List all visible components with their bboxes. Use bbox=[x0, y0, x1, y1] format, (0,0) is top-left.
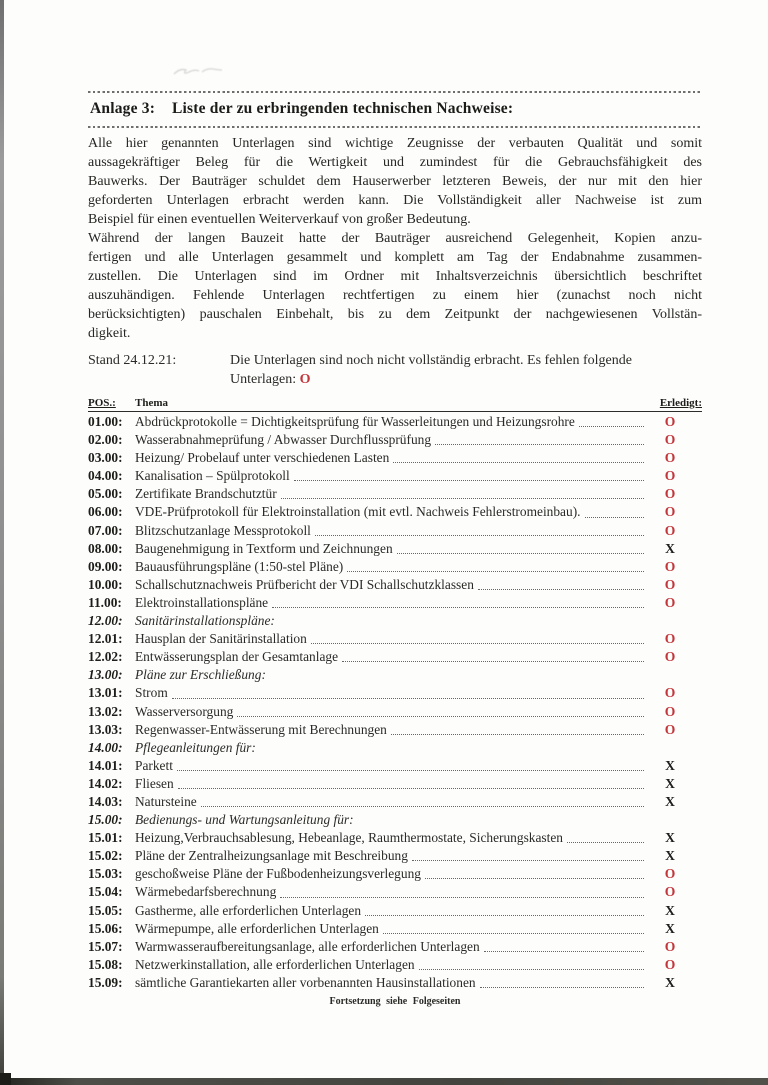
column-header-thema: Thema bbox=[135, 397, 168, 409]
heading-title: Liste der zu erbringenden technischen Nachweise: bbox=[172, 100, 514, 117]
row-status-mark: O bbox=[664, 866, 676, 882]
row-pos-number: 14.02: bbox=[88, 775, 123, 791]
paragraph-line: auszuhändigen. Fehlende Unterlagen rechtfertigen zu einem hier (zunachst noch nicht bbox=[88, 288, 702, 303]
row-status-mark: O bbox=[664, 938, 676, 954]
row-title: Pläne der Zentralheizungsanlage mit Beschreibung bbox=[135, 848, 408, 864]
table-row bbox=[88, 648, 702, 666]
table-row bbox=[88, 703, 702, 721]
row-title: Gastherme, alle erforderlichen Unterlagen bbox=[135, 902, 362, 918]
table-row bbox=[88, 558, 702, 576]
table-row bbox=[88, 540, 702, 558]
row-title: Zertifikate Brandschutztür bbox=[135, 486, 277, 502]
dotted-leader bbox=[237, 716, 644, 717]
row-status-mark: O bbox=[664, 432, 676, 448]
table-row bbox=[88, 829, 702, 847]
row-title: geschoßweise Pläne der Fußbodenheizungsverlegung bbox=[135, 866, 421, 882]
paragraph-line: aussagekräftiger Beleg für die Wertigkeit und zumindest für die Gebrauchsfähigkeit des bbox=[88, 155, 702, 170]
row-pos-number: 12.00: bbox=[88, 613, 123, 629]
table-row bbox=[88, 847, 702, 865]
row-title: Warmwasseraufbereitungsanlage, alle erforderlichen Unterlagen bbox=[135, 938, 480, 954]
row-pos-number: 15.00: bbox=[88, 812, 123, 828]
row-status-mark: X bbox=[665, 793, 675, 809]
row-title: Pflegeanleitungen für: bbox=[135, 739, 256, 755]
dotted-separator-bottom bbox=[88, 126, 702, 128]
paragraph-line: Während der langen Bauzeit hatte der Bauträger ausreichend Gelegenheit, Kopien anzu- bbox=[88, 231, 702, 246]
dotted-leader bbox=[480, 987, 644, 988]
row-title: Heizung,Verbrauchsablesung, Hebeanlage, Raumthermostate, Sicherungskasten bbox=[135, 830, 563, 846]
scan-corner-mark bbox=[0, 1073, 11, 1085]
row-title: Elektroinstallationspläne bbox=[135, 594, 269, 610]
row-status-mark: O bbox=[664, 631, 676, 647]
column-header-pos: POS.: bbox=[88, 397, 116, 409]
dotted-leader bbox=[412, 860, 644, 861]
table-row bbox=[88, 630, 702, 648]
row-status-mark: O bbox=[664, 486, 676, 502]
row-pos-number: 15.04: bbox=[88, 884, 123, 900]
dotted-leader bbox=[585, 517, 644, 518]
stand-line-2 bbox=[230, 370, 632, 389]
row-status-mark: X bbox=[665, 902, 675, 918]
dotted-leader bbox=[484, 951, 644, 952]
scan-edge-left bbox=[0, 0, 4, 1085]
row-pos-number: 09.00: bbox=[88, 558, 123, 574]
row-status-mark: O bbox=[664, 703, 676, 719]
table-row bbox=[88, 522, 702, 540]
column-header-erledigt: Erledigt: bbox=[659, 397, 702, 409]
table-row bbox=[88, 485, 702, 503]
row-status-mark: X bbox=[665, 848, 675, 864]
table-row bbox=[88, 721, 702, 739]
row-title: Entwässerungsplan der Gesamtanlage bbox=[135, 649, 339, 665]
table-row bbox=[88, 775, 702, 793]
stand-text bbox=[230, 351, 632, 389]
row-pos-number: 12.02: bbox=[88, 649, 123, 665]
dotted-separator-top bbox=[88, 91, 702, 93]
row-title: Parkett bbox=[135, 757, 173, 773]
row-title: Hausplan der Sanitärinstallation bbox=[135, 631, 307, 647]
dotted-leader bbox=[294, 480, 644, 481]
table-row bbox=[88, 974, 702, 992]
paragraph-line: berücksichtigten) pauschalen Einbehalt, bis zu dem Zeitpunkt der nachgewiesenen Vollstän- bbox=[88, 307, 702, 322]
table-row bbox=[88, 666, 702, 684]
row-status-mark: X bbox=[665, 974, 675, 990]
row-status-mark: O bbox=[664, 504, 676, 520]
dotted-leader bbox=[177, 770, 644, 771]
row-title: Wärmebedarfsberechnung bbox=[135, 884, 277, 900]
row-pos-number: 15.08: bbox=[88, 956, 123, 972]
row-pos-number: 13.01: bbox=[88, 685, 123, 701]
footer-note: Fortsetzung siehe Folgeseiten bbox=[329, 996, 461, 1007]
dotted-leader bbox=[383, 933, 644, 934]
row-pos-number: 13.03: bbox=[88, 721, 123, 737]
table-row bbox=[88, 467, 702, 485]
row-status-mark: O bbox=[664, 414, 676, 429]
scan-edge-bottom bbox=[0, 1078, 768, 1085]
table-row bbox=[88, 811, 702, 829]
table-row bbox=[88, 865, 702, 883]
paragraph-line: Bauwerks. Der Bauträger schuldet dem Hauserwerber letzteren Beweis, der nur mit den hier bbox=[88, 174, 702, 189]
row-title: Schallschutznachweis Prüfbericht der VDI Schallschutzklassen bbox=[135, 576, 474, 592]
stand-line-2-text: Unterlagen: bbox=[230, 372, 297, 387]
row-pos-number: 14.00: bbox=[88, 739, 123, 755]
table-row bbox=[88, 956, 702, 974]
row-status-mark: O bbox=[664, 649, 676, 665]
row-pos-number: 15.01: bbox=[88, 830, 123, 846]
row-pos-number: 10.00: bbox=[88, 576, 123, 592]
row-status-mark: O bbox=[664, 558, 676, 574]
row-title: sämtliche Garantiekarten aller vorbenannten Hausinstallationen bbox=[135, 974, 476, 990]
row-title: Baugenehmigung in Textform und Zeichnungen bbox=[135, 540, 393, 556]
row-pos-number: 11.00: bbox=[88, 594, 122, 610]
dotted-leader bbox=[201, 806, 644, 807]
table-row bbox=[88, 757, 702, 775]
row-status-mark: X bbox=[665, 757, 675, 773]
row-status-mark: O bbox=[664, 468, 676, 484]
row-status-mark: O bbox=[664, 956, 676, 972]
row-title: Regenwasser-Entwässerung mit Berechnungen bbox=[135, 721, 387, 737]
row-pos-number: 15.05: bbox=[88, 902, 123, 918]
row-title: Blitzschutzanlage Messprotokoll bbox=[135, 522, 311, 538]
row-pos-number: 15.02: bbox=[88, 848, 123, 864]
paragraph-line: Beispiel für einen eventuellen Weiterverkauf von großer Bedeutung. bbox=[88, 212, 471, 227]
row-status-mark: O bbox=[664, 450, 676, 466]
row-status-mark: O bbox=[664, 884, 676, 900]
row-title: Heizung/ Probelauf unter verschiedenen Lasten bbox=[135, 450, 390, 466]
dotted-leader bbox=[435, 444, 644, 445]
row-pos-number: 12.01: bbox=[88, 631, 123, 647]
dotted-leader bbox=[365, 915, 644, 916]
row-pos-number: 05.00: bbox=[88, 486, 123, 502]
stand-date-label: Stand 24.12.21: bbox=[88, 353, 177, 368]
row-pos-number: 13.00: bbox=[88, 667, 123, 683]
row-title: Fliesen bbox=[135, 775, 174, 791]
table-row bbox=[88, 793, 702, 811]
dotted-leader bbox=[478, 589, 644, 590]
dotted-leader bbox=[280, 897, 644, 898]
dotted-leader bbox=[391, 734, 644, 735]
dotted-leader bbox=[425, 878, 644, 879]
row-status-mark: X bbox=[665, 775, 675, 791]
row-pos-number: 15.06: bbox=[88, 920, 123, 936]
stand-block bbox=[88, 351, 702, 389]
row-pos-number: 13.02: bbox=[88, 703, 123, 719]
table-row bbox=[88, 883, 702, 901]
status-mark-missing: O bbox=[299, 372, 311, 387]
table-row bbox=[88, 684, 702, 702]
dotted-leader bbox=[397, 553, 644, 554]
row-status-mark: X bbox=[665, 540, 675, 556]
table-row bbox=[88, 920, 702, 938]
row-title: Abdrückprotokolle = Dichtigkeitsprüfung für Wasserleitungen und Heizungsrohre bbox=[135, 414, 575, 429]
smudge-strokes bbox=[172, 62, 224, 78]
dotted-leader bbox=[347, 571, 644, 572]
stand-line-1: Die Unterlagen sind noch nicht vollständig erbracht. Es fehlen folgende bbox=[230, 353, 632, 368]
row-status-mark: O bbox=[664, 685, 676, 701]
row-pos-number: 14.01: bbox=[88, 757, 123, 773]
dotted-leader bbox=[315, 535, 644, 536]
dotted-leader bbox=[419, 969, 644, 970]
row-pos-number: 02.00: bbox=[88, 432, 123, 448]
row-pos-number: 15.09: bbox=[88, 974, 123, 990]
row-title: Bedienungs- und Wartungsanleitung für: bbox=[135, 812, 354, 828]
table-row bbox=[88, 449, 702, 467]
table-row bbox=[88, 902, 702, 920]
table-row bbox=[88, 503, 702, 521]
row-pos-number: 14.03: bbox=[88, 793, 123, 809]
table-row bbox=[88, 576, 702, 594]
dotted-leader bbox=[342, 661, 644, 662]
paragraph-line: zustellen. Die Unterlagen sind im Ordner mit Inhaltsverzeichnis übersichtlich beschriftet bbox=[88, 269, 702, 284]
row-pos-number: 06.00: bbox=[88, 504, 123, 520]
paragraph-line: Alle hier genannten Unterlagen sind wichtige Zeugnisse der verbauten Qualität und somit bbox=[88, 136, 702, 151]
row-title: Wasserversorgung bbox=[135, 703, 234, 719]
row-pos-number: 03.00: bbox=[88, 450, 123, 466]
row-status-mark: O bbox=[664, 721, 676, 737]
row-title: Wasserabnahmeprüfung / Abwasser Durchflussprüfung bbox=[135, 432, 432, 448]
dotted-leader bbox=[178, 788, 644, 789]
heading-label: Anlage 3: bbox=[90, 100, 156, 117]
row-title: Pläne zur Erschließung: bbox=[135, 667, 266, 683]
dotted-leader bbox=[281, 498, 644, 499]
table-row bbox=[88, 612, 702, 630]
document-heading bbox=[88, 93, 702, 126]
row-status-mark: X bbox=[665, 920, 675, 936]
table-row bbox=[88, 938, 702, 956]
row-pos-number: 15.07: bbox=[88, 938, 123, 954]
dotted-leader bbox=[579, 426, 644, 427]
row-pos-number: 01.00: bbox=[88, 414, 123, 429]
row-status-mark: O bbox=[664, 594, 676, 610]
pencil-smudge bbox=[172, 62, 224, 83]
row-title: Wärmepumpe, alle erforderlichen Unterlagen bbox=[135, 920, 379, 936]
dotted-leader bbox=[172, 698, 644, 699]
row-title: Kanalisation – Spülprotokoll bbox=[135, 468, 290, 484]
paragraph-line: fertigen und alle Unterlagen gesammelt und komplett am Tag der Endabnahme zusammen- bbox=[88, 250, 702, 265]
row-title: Sanitärinstallationspläne: bbox=[135, 613, 275, 629]
row-title: Natursteine bbox=[135, 793, 197, 809]
table-row bbox=[88, 431, 702, 449]
row-status-mark: O bbox=[664, 522, 676, 538]
row-status-mark: O bbox=[664, 576, 676, 592]
row-pos-number: 15.03: bbox=[88, 866, 123, 882]
table-row bbox=[88, 594, 702, 612]
row-pos-number: 08.00: bbox=[88, 540, 123, 556]
dotted-leader bbox=[393, 462, 644, 463]
body-paragraphs bbox=[88, 134, 702, 343]
row-title: VDE-Prüfprotokoll für Elektroinstallation (mit evtl. Nachweis Fehlerstromeinbau). bbox=[135, 504, 581, 520]
row-title: Netzwerkinstallation, alle erforderlichen Unterlagen bbox=[135, 956, 415, 972]
paragraph-line: digkeit. bbox=[88, 326, 131, 341]
paragraph-line: geforderten Unterlagen erbracht werden kann. Die Vollständigkeit aller Nachweise ist zum bbox=[88, 193, 702, 208]
row-pos-number: 04.00: bbox=[88, 468, 123, 484]
row-title: Strom bbox=[135, 685, 168, 701]
dotted-leader bbox=[272, 607, 644, 608]
table-header bbox=[88, 397, 702, 412]
document-content bbox=[88, 91, 702, 1007]
table-row bbox=[88, 739, 702, 757]
checklist-rows bbox=[88, 413, 702, 992]
row-title: Bauausführungspläne (1:50-stel Pläne) bbox=[135, 558, 344, 574]
row-pos-number: 07.00: bbox=[88, 522, 123, 538]
table-row bbox=[88, 413, 702, 431]
dotted-leader bbox=[311, 643, 644, 644]
dotted-leader bbox=[567, 842, 644, 843]
row-status-mark: X bbox=[665, 830, 675, 846]
